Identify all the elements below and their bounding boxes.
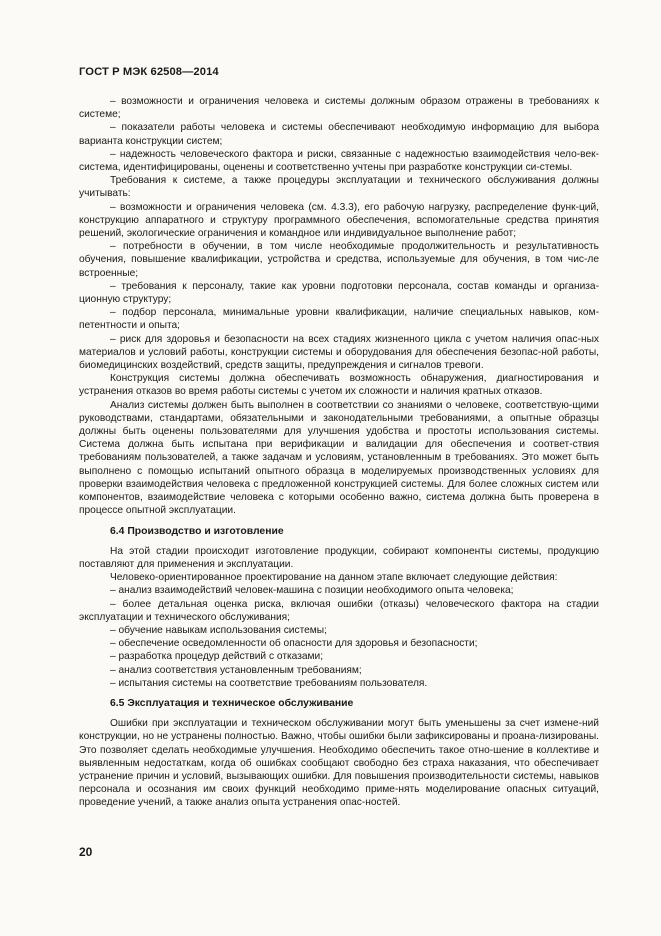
paragraph: Человеко-ориентированное проектирование на данном этапе включает следующие действия: [110, 572, 558, 584]
list-item: – обучение навыкам использования системы; [110, 624, 327, 636]
paragraph: – потребности в обучении, в том числе необходимые продолжительность и результативность обучения, повышение квалификации, устройства и средства, используемые для обучения, в том чис-ле встроенные; [79, 241, 599, 279]
paragraph: – показатели работы человека и системы обеспечивают необходимую информацию для выбора варианта конструкции систем; [79, 122, 599, 147]
section-heading-6-4: 6.4 Производство и изготовление [110, 525, 284, 537]
list-item: – разработка процедур действий с отказами; [110, 651, 324, 663]
paragraph: – надежность человеческого фактора и риски, связанные с надежностью взаимодействия чело-век-система, идентифицированы, оценены и соответственно учтены при разработке конструкции си-стемы. [79, 148, 599, 174]
paragraph: – риск для здоровья и безопасности на всех стадиях жизненного цикла с учетом наличия опас-ных материалов и условий работы, конструкции системы и оборудования для обеспечения безопас-ной работы, биомедицинских воздействий, средств защиты, предупреждения и сигналов тревоги. [79, 333, 599, 372]
paragraph: Ошибки при эксплуатации и техническом обслуживании могут быть уменьшены за счет измене-ний конструкции, но не устранены полностью. Важно, чтобы ошибки были зафиксированы и проана-лизированы. Это позволяет сделать необходимые улучшения. Необходимо обеспечить такое отно-шение в коллективе и выявленным недостаткам, когда об ошибках сообщают свободно без страха наказания, что обеспечивает устранение причин и условий, вызывающих ошибки. Для повышения производительности системы, навыков персонала и осознания им своих функций необходимо приме-нять моделирование опасных ситуаций, проведение учений, а также анализ опыта устранения опас-ностей. [79, 718, 599, 809]
list-item: – анализ соответствия установленным требованиям; [110, 664, 362, 676]
paragraph: – возможности и ограничения человека и системы должным образом отражены в требованиях к системе; [79, 96, 599, 121]
page-number: 20 [79, 845, 93, 859]
list-item: – испытания системы на соответствие требованиям пользователя. [110, 677, 428, 689]
paragraph: – подбор персонала, минимальные уровни квалификации, наличие специальных навыков, ком-петентности и опыта; [79, 307, 599, 332]
paragraph: – требования к персоналу, такие как уровни подготовки персонала, состав команды и организа-ционную структуру; [79, 280, 599, 306]
paragraph: На этой стадии происходит изготовление продукции, собирают компоненты системы, продукцию поставляют для применения и эксплуатации. [79, 545, 599, 570]
document-header: ГОСТ Р МЭК 62508—2014 [79, 66, 219, 78]
paragraph: Конструкция системы должна обеспечивать возможность обнаружения, диагностирования и устранения отказов во время работы системы с учетом их сложности и наличия кратных отказов. [79, 373, 599, 398]
list-item: – более детальная оценка риска, включая ошибки (отказы) человеческого фактора на стадии эксплуатации и технического обслуживания; [79, 598, 599, 623]
paragraph: Требования к системе, а также процедуры эксплуатации и технического обслуживания должны учитывать: [79, 175, 599, 200]
section-heading-6-5: 6.5 Эксплуатация и техническое обслуживание [110, 697, 354, 709]
document-body [79, 95, 599, 810]
paragraph: – возможности и ограничения человека (см. 4.3.3), его рабочую нагрузку, распределение функ-ций, конструкцию аппаратного и структуру программного обеспечения, вспомогательные средства принятия решений, экологические ограничения и командное или индивидуальное выполнение работ; [79, 201, 599, 240]
list-item: – обеспечение осведомленности об опасности для здоровья и безопасности; [110, 638, 478, 650]
paragraph: Анализ системы должен быть выполнен в соответствии со знаниями о человеке, соответствую-щими руководствами, стандартами, обязательными и законодательными требованиями, а опытные образцы должны быть оценены пользователями для улучшения удобства и простоты использования системы. Система должна быть испытана при верификации и валидации для обеспечения и соответ-ствия требованиям пользователей, а также задачам и условиям, установленным в требованиях. Это может быть выполнено с помощью испытаний опытного образца в моделируемых производственных условиях для проверки взаимодействия человека с предложенной конструкцией системы. Для более сложных систем или компонентов, взаимодействие человека с которыми особенно важно, система должна быть проверена в процессе опытной эксплуатации. [79, 399, 599, 517]
list-item: – анализ взаимодействий человек-машина с позиции необходимого опыта человека; [110, 585, 514, 597]
